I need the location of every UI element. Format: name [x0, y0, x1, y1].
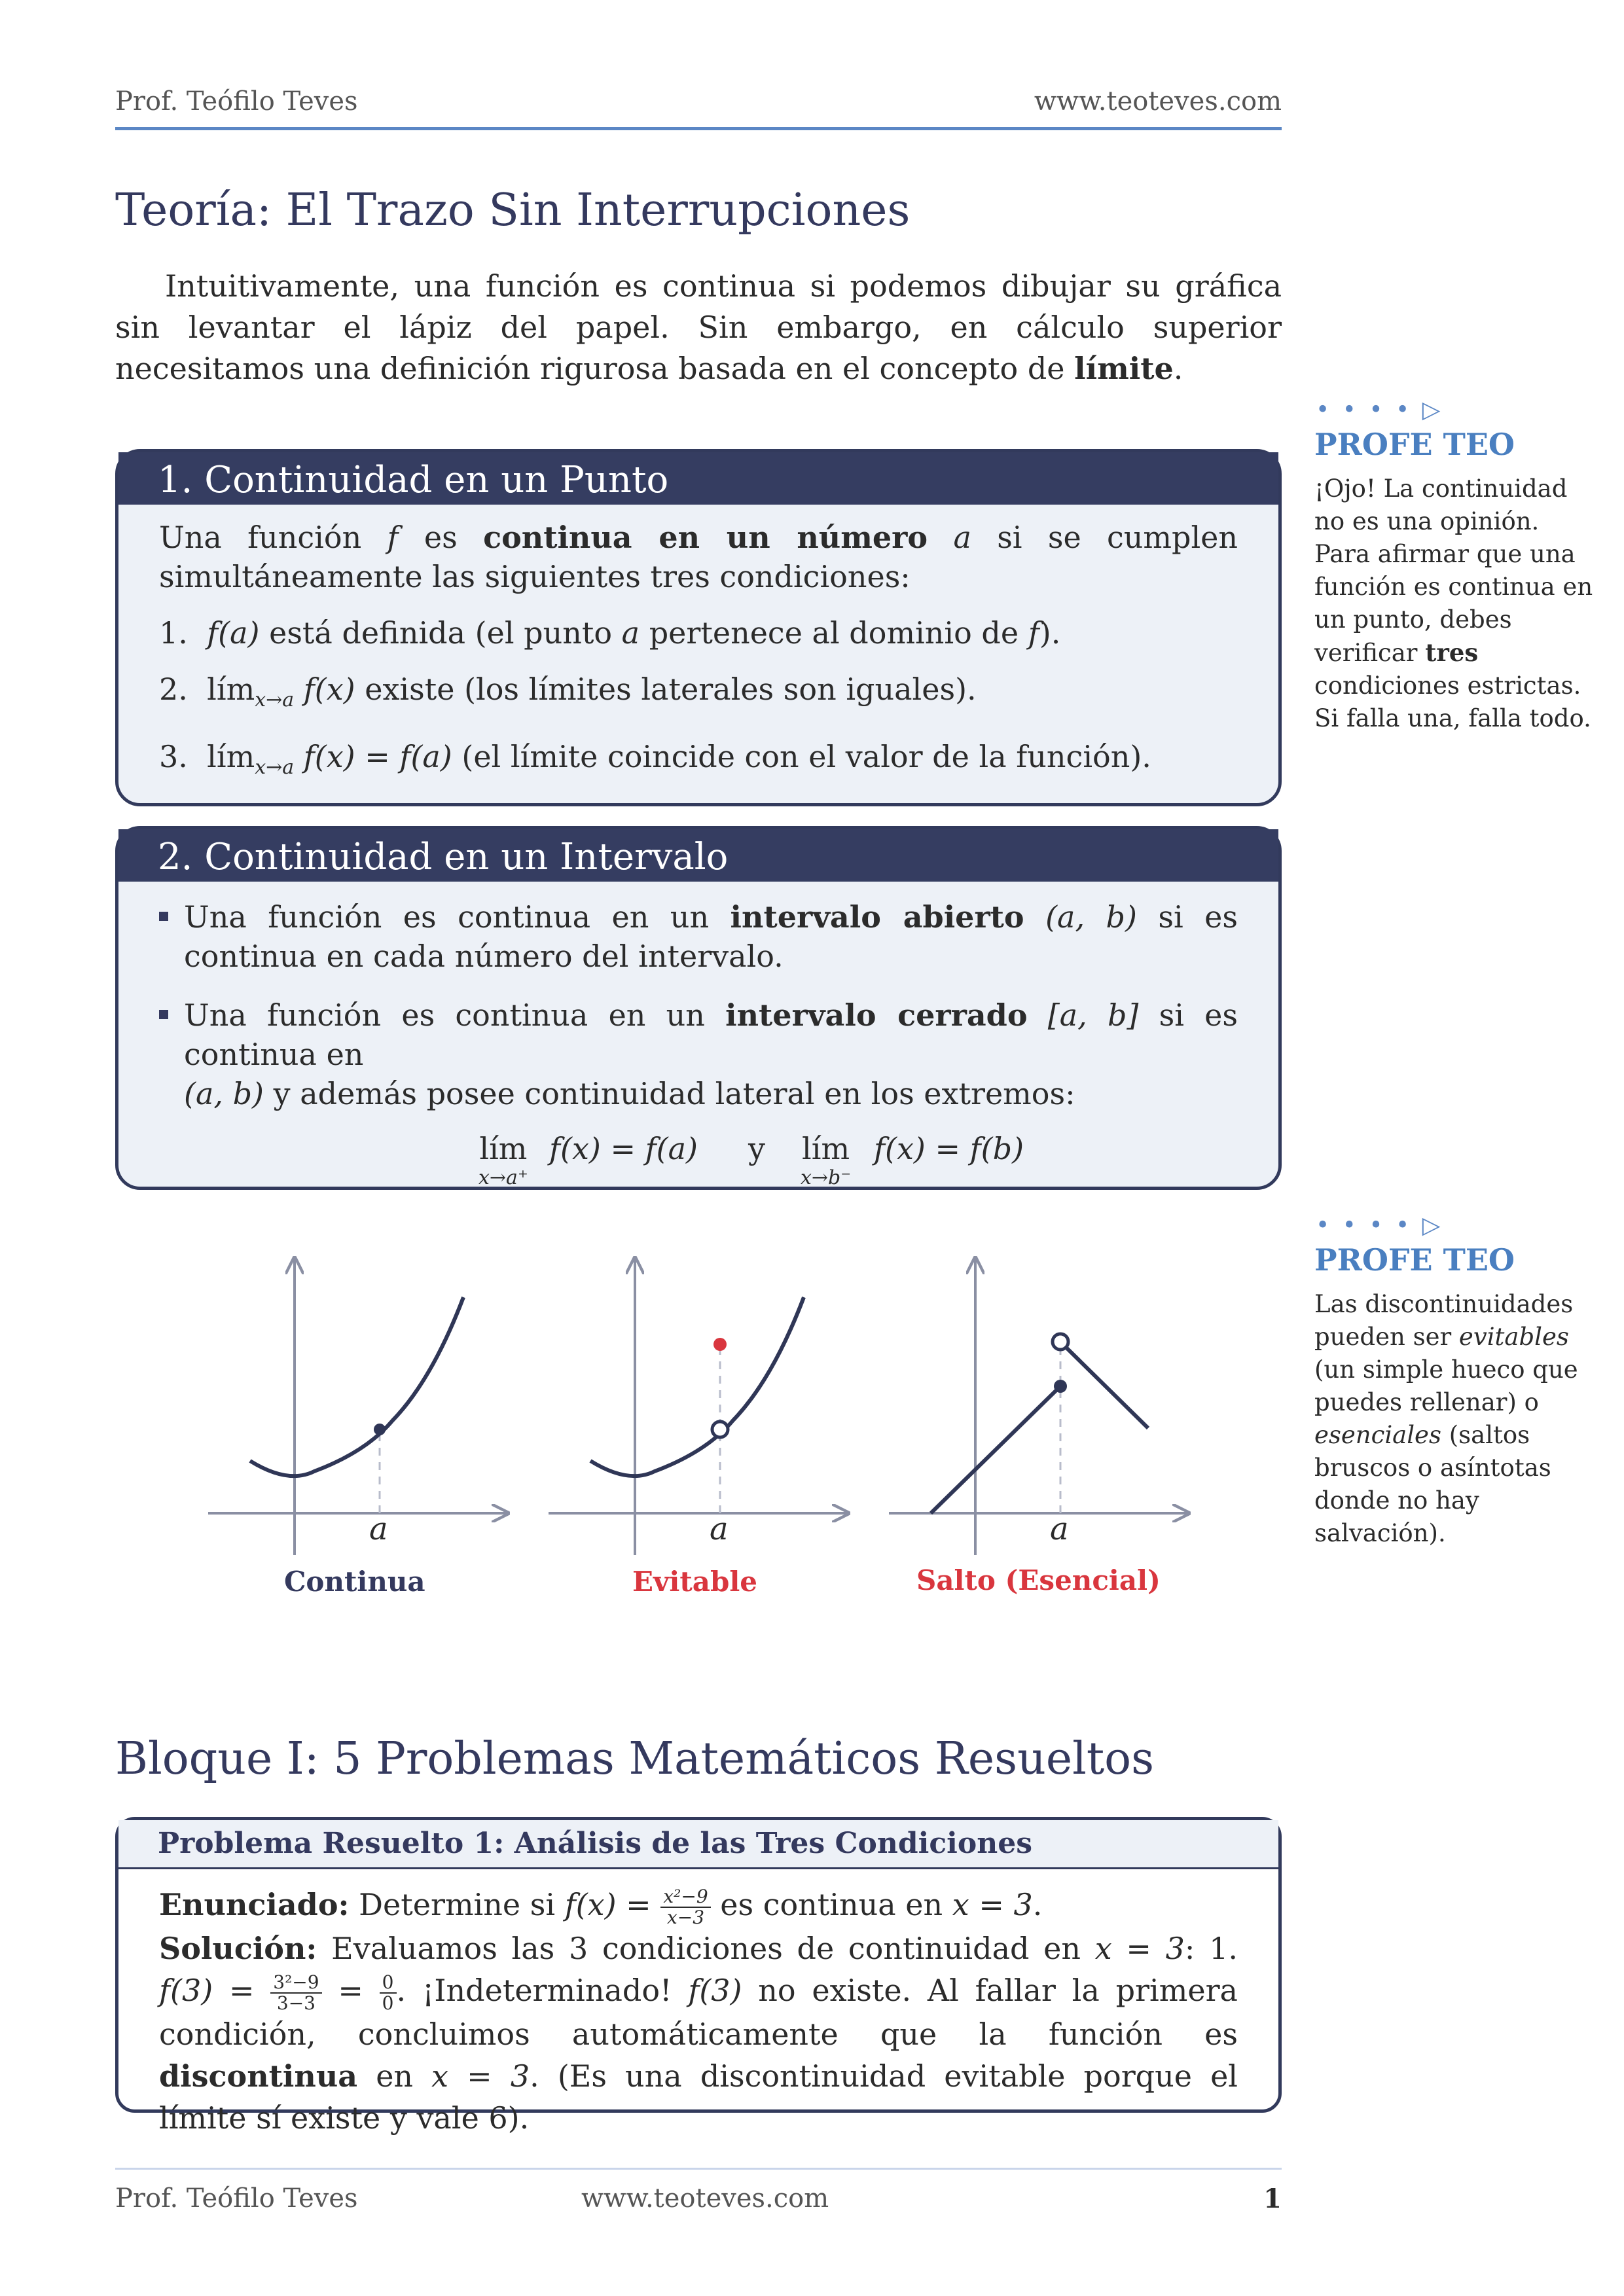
graph-3-a-label: a — [1050, 1511, 1069, 1547]
solution-x: x = 3 — [1094, 1931, 1185, 1966]
condition-1-text-2: pertenece al dominio de — [640, 615, 1028, 651]
graph-salto — [889, 1258, 1189, 1555]
graph-1-caption: Continua — [284, 1566, 425, 1598]
statement-end: . — [1032, 1887, 1043, 1922]
solution-fraction-2-num: 0 — [380, 1973, 397, 1994]
condition-1-end: ). — [1039, 615, 1061, 651]
statement-x: x = 3 — [952, 1887, 1033, 1922]
condition-1-text: está definida (el punto — [259, 615, 622, 651]
footer-page-number: 1 — [1263, 2183, 1282, 2214]
side-note-1-arrow: • • • • ▷ — [1316, 397, 1443, 423]
theory-intro-bold: límite — [1074, 351, 1174, 386]
condition-1-math: f(a) — [207, 615, 260, 651]
side-note-1-title: PROFE TEO — [1314, 427, 1515, 462]
bullet-1-interval: (a, b) — [1045, 899, 1137, 935]
condition-2-number: 2. — [159, 672, 188, 707]
solution-label: Solución: — [159, 1931, 317, 1966]
solution-fraction-1-num: 3²−9 — [270, 1973, 321, 1994]
solution-fraction-1-den: 3−3 — [276, 1992, 316, 2014]
side-note-1-text-b: condiciones estrictas. Si falla una, falla todo. — [1314, 672, 1591, 732]
solution-x2: x = 3 — [431, 2058, 530, 2094]
footer-website[interactable]: www.teoteves.com — [581, 2183, 829, 2214]
footer-author: Prof. Teófilo Teves — [115, 2183, 358, 2214]
continuity-point-title: 1. Continuidad en un Punto — [118, 452, 1278, 505]
condition-2-sub: x→a — [255, 689, 295, 712]
lead-text-c: si se cumplen simultáneamente las siguientes tres condiciones: — [159, 520, 1238, 594]
side-note-1-text-a: ¡Ojo! La continuidad no es una opinión. Para afirmar que una función es continua en un punto, debes verificar — [1314, 475, 1593, 667]
statement-fraction-num: x²−9 — [660, 1887, 710, 1908]
bullet-2-interval-2: (a, b) — [184, 1076, 264, 1111]
solution-fraction-2 — [380, 1973, 397, 2013]
graph-2-a-label: a — [710, 1511, 729, 1547]
solution-fraction-2-den: 0 — [382, 1992, 394, 2014]
bullet-1-text-c: si es continua en cada número del intervalo. — [184, 899, 1238, 974]
statement-fraction — [660, 1887, 710, 1928]
solution-text-f: . (Es una discontinuidad evitable porque el límite sí existe y vale 6). — [159, 2058, 1238, 2136]
solution-equals: = — [321, 1973, 380, 2008]
lead-bold: continua en un número — [483, 520, 928, 555]
solution-bold: discontinua — [159, 2058, 358, 2094]
footer-rule — [115, 2168, 1282, 2170]
condition-1-number: 1. — [159, 615, 188, 651]
problem-1-title: Problema Resuelto 1: Análisis de las Tres Condiciones — [118, 1820, 1278, 1869]
condition-1-a: a — [621, 615, 640, 651]
condition-3-eq: f(x) = f(a) — [303, 739, 452, 775]
graph-3-filled-point — [1054, 1380, 1067, 1393]
bullet-2-text-d: y además posee continuidad lateral en los extremos: — [264, 1076, 1075, 1111]
lead-a: a — [953, 520, 971, 555]
graph-2-hole — [712, 1422, 728, 1437]
statement-fraction-den: x−3 — [666, 1907, 705, 1928]
bullet-2-text-c: si es continua en — [184, 997, 1238, 1072]
graph-3-open-point — [1053, 1334, 1068, 1350]
problem-1-box — [115, 1817, 1282, 2136]
side-note-2-title: PROFE TEO — [1314, 1242, 1515, 1278]
theory-intro-text: Intuitivamente, una función es continua si podemos dibujar su gráfica sin levantar el lápiz del papel. Sin embargo, en cálculo superior necesitamos una definición rigurosa basada en el concepto de — [115, 268, 1282, 386]
side-note-2-text-c: (saltos bruscos o asíntotas donde no hay salvación). — [1314, 1421, 1551, 1547]
condition-3-lim: lím — [207, 739, 255, 775]
solution-f3: f(3) = — [159, 1973, 255, 2008]
graph-evitable — [549, 1258, 848, 1555]
condition-2-fx: f(x) — [303, 672, 355, 707]
right-limit-expr: f(x) = f(b) — [874, 1131, 1024, 1166]
graph-3-right-branch — [1067, 1348, 1148, 1428]
statement-fx: f(x) = — [564, 1887, 651, 1922]
solution-f3b: f(3) — [688, 1973, 742, 2008]
theory-title: Teoría: El Trazo Sin Interrupciones — [115, 185, 911, 236]
header-author: Prof. Teófilo Teves — [115, 86, 358, 117]
bullet-1-bold: intervalo abierto — [730, 899, 1024, 935]
graph-2-caption: Evitable — [632, 1566, 758, 1598]
right-limit-lim: lím — [802, 1131, 850, 1166]
equation-conjunction: y — [748, 1131, 765, 1166]
header-website[interactable]: www.teoteves.com — [1034, 86, 1282, 117]
graph-1-curve — [250, 1297, 463, 1476]
solution-text-e: en — [357, 2058, 432, 2094]
side-note-2-arrow: • • • • ▷ — [1316, 1212, 1443, 1239]
solution-text-a: Evaluamos las 3 condiciones de continuidad en — [317, 1931, 1095, 1966]
condition-3-number: 3. — [159, 739, 188, 775]
side-note-2-italic-2: esenciales — [1314, 1421, 1441, 1449]
graph-2-curve — [590, 1297, 804, 1476]
left-limit-sub: x→a⁺ — [478, 1166, 528, 1189]
statement-text-b: es continua en — [710, 1887, 952, 1922]
condition-1-f: f — [1028, 615, 1039, 651]
solution-text-b: : 1. — [1184, 1931, 1238, 1966]
lead-text-b: es — [398, 520, 484, 555]
lead-f: f — [387, 520, 399, 555]
left-limit-expr: f(x) = f(a) — [549, 1131, 698, 1166]
lead-text-a: Una función — [159, 520, 388, 555]
side-note-2-text-a: Las discontinuidades pueden ser — [1314, 1290, 1574, 1351]
condition-2-lim: lím — [207, 672, 255, 707]
continuity-interval-title: 2. Continuidad en un Intervalo — [118, 829, 1278, 882]
statement-text-a: Determine si — [349, 1887, 565, 1922]
bullet-1-text-a: Una función es continua en un — [184, 899, 731, 935]
graph-3-caption: Salto (Esencial) — [916, 1564, 1161, 1596]
graph-2-red-point — [713, 1338, 727, 1351]
graph-3-left-branch — [931, 1386, 1060, 1513]
graph-1-a-label: a — [369, 1511, 388, 1547]
theory-intro-end: . — [1173, 351, 1183, 386]
solution-text-d: no existe. Al fallar la primera condición, concluimos automáticamente que la función es — [159, 1973, 1238, 2052]
graph-continua — [208, 1258, 508, 1555]
bullet-2-text-a: Una función es continua en un — [184, 997, 726, 1033]
bullet-2-bold: intervalo cerrado — [725, 997, 1028, 1033]
block-title: Bloque I: 5 Problemas Matemáticos Resueltos — [115, 1733, 1155, 1785]
solution-text-c: . ¡Indeterminado! — [396, 1973, 689, 2008]
side-note-2-text-b: (un simple hueco que puedes rellenar) o — [1314, 1355, 1578, 1416]
condition-3-sub: x→a — [255, 756, 295, 780]
bullet-2-interval: [a, b] — [1047, 997, 1139, 1033]
condition-2-text: existe (los límites laterales son iguales). — [355, 672, 977, 707]
side-note-2-italic-1: evitables — [1458, 1323, 1569, 1351]
side-note-1-bold: tres — [1425, 638, 1479, 667]
right-limit-sub: x→b⁻ — [801, 1166, 852, 1189]
graph-1-point — [374, 1424, 386, 1435]
left-limit-lim: lím — [479, 1131, 528, 1166]
condition-3-text: (el límite coincide con el valor de la función). — [452, 739, 1151, 775]
problem-1-content — [118, 1869, 1278, 2139]
solution-fraction-1 — [270, 1973, 321, 2013]
statement-label: Enunciado: — [159, 1887, 350, 1922]
